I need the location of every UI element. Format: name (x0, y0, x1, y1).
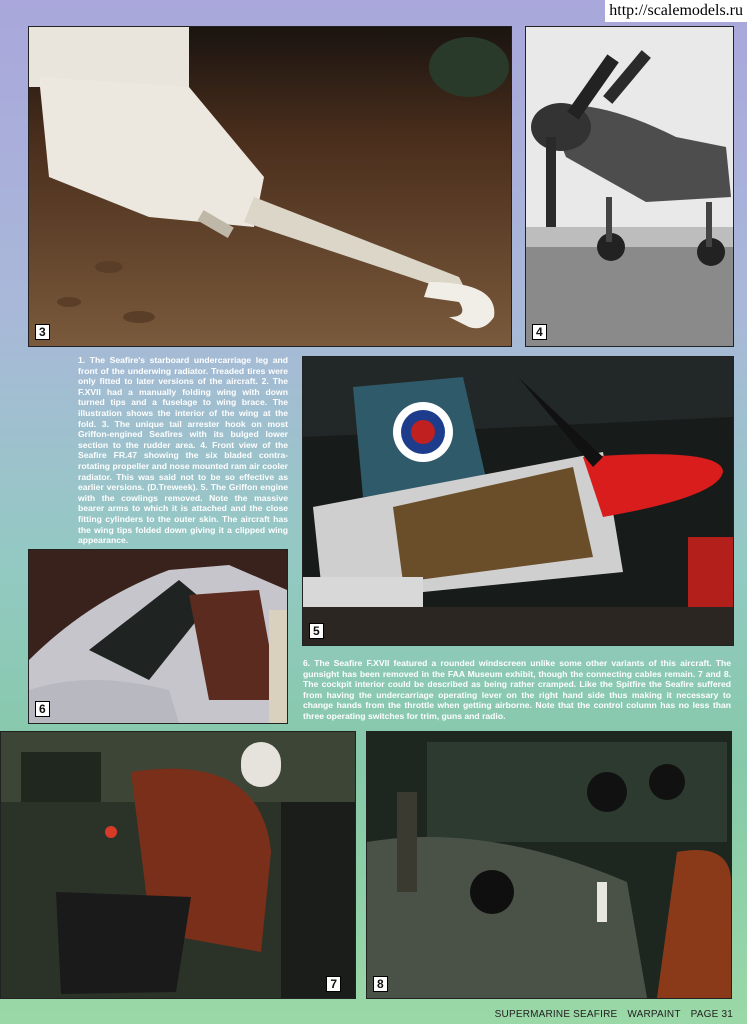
footer-series: WARPAINT (627, 1009, 681, 1020)
caption-main: 1. The Seafire's starboard undercarriage leg and front of the underwing radiator. Treaded tires were only fitted to later versions of the aircraft. 2. The F.XVII had a manually folding wing with down turned tips and a fuselage to wing brace. The illustration shows the interior of the wing at the fold. 3. The unique tail arrester hook on most Griffon-engined Seafires with its bulged lower section to the rudder area. 4. Front view of the Seafire FR.47 showing the six bladed contra-rotating propeller and nose mounted ram air cooler radiator. This was said not to be so effective as earlier versions. (D.Treweek). 5. The Griffon engine with the cowlings removed. Note the massive bearer arms to which it is attached and the close fitting cylinders to the outer skin. The aircraft has the wing tips folded down giving it a clipped wing appearance. (78, 355, 288, 546)
photo-4-image (526, 27, 733, 346)
photo-3-arrester-hook (28, 26, 512, 347)
photo-5-griffon-engine (302, 356, 734, 646)
photo-8-image (367, 732, 731, 998)
photo-number: 7 (326, 976, 341, 992)
footer-page-number: PAGE 31 (690, 1009, 733, 1020)
photo-6-image (29, 550, 287, 723)
photo-5-image (303, 357, 733, 645)
photo-number: 3 (35, 324, 50, 340)
photo-number: 8 (373, 976, 388, 992)
photo-7-cockpit-seat (0, 731, 356, 999)
caption-second: 6. The Seafire F.XVII featured a rounded windscreen unlike some other variants of this aircraft. The gunsight has been removed in the FAA Museum exhibit, though the connecting cables remain. 7 and 8. The cockpit interior could be described as being rather cramped. Like the Spitfire the Seafire suffered from having the undercarriage operating lever on the right hand side thus making it necessary to change hands from the throttle when getting airborne. Note that the control column has no less than three operating switches for trim, guns and radio. (303, 658, 731, 721)
photo-3-image (29, 27, 511, 346)
photo-number: 6 (35, 701, 50, 717)
photo-number: 5 (309, 623, 324, 639)
footer-title: SUPERMARINE SEAFIRE (494, 1009, 618, 1020)
photo-6-windscreen (28, 549, 288, 724)
page-footer (485, 1009, 733, 1020)
watermark-url[interactable]: http://scalemodels.ru (605, 0, 747, 22)
photo-7-image (1, 732, 355, 998)
photo-4-seafire-fr47 (525, 26, 734, 347)
photo-number: 4 (532, 324, 547, 340)
photo-8-instrument-panel (366, 731, 732, 999)
